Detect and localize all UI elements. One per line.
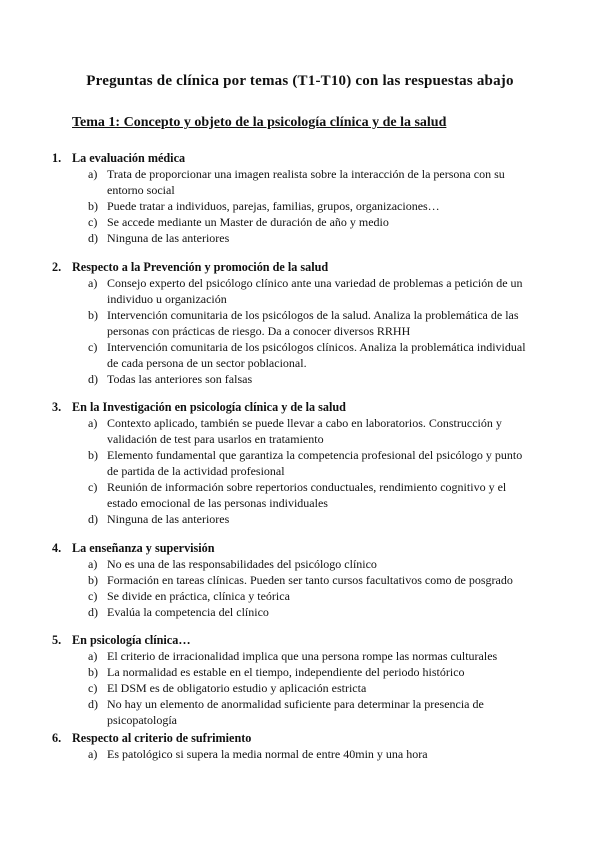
option-letter: a) [88,275,98,290]
topic-heading: Tema 1: Concepto y objeto de la psicología clínica y de la salud [72,115,447,130]
question-text: La enseñanza y supervisión [72,540,215,555]
question-4 [52,540,532,620]
option-item [88,746,532,762]
question-6 [52,730,532,762]
option-text: La normalidad es estable en el tiempo, independiente del periodo histórico [107,665,465,679]
option-text: Intervención comunitaria de los psicólogos clínicos. Analiza la problemática individual de cada persona de un sector poblacional. [107,339,526,370]
option-text: Se accede mediante un Master de duración de año y medio [107,215,389,229]
option-item [88,556,532,572]
option-letter: a) [88,649,98,663]
question-text: Respecto a la Prevención y promoción de la salud [72,259,329,274]
question-number: 5. [52,633,62,647]
question-text: En psicología clínica… [72,633,191,647]
option-text: Reunión de información sobre repertorios conductuales, rendimiento cognitivo y el estado emocional de las personas individuales [107,480,507,510]
option-letter: b) [88,665,98,679]
option-item [88,198,532,214]
option-item [88,572,532,588]
option-list [88,556,532,620]
option-item [88,648,532,664]
question-3 [52,399,532,527]
option-letter: d) [88,231,98,245]
option-letter: c) [88,588,98,603]
option-text: Se divide en práctica, clínica y teórica [107,588,290,603]
question-heading [52,259,532,275]
option-letter: d) [88,512,98,526]
option-item [88,479,532,511]
option-item [88,339,532,371]
question-2 [52,259,532,387]
question-text: En la Investigación en psicología clínica y de la salud [72,400,346,414]
option-text: Es patológico si supera la media normal de entre 40min y una hora [107,747,428,761]
question-number: 4. [52,540,62,555]
option-letter: d) [88,604,98,619]
option-item [88,275,532,307]
option-item [88,680,532,696]
option-letter: a) [88,167,98,181]
option-list [88,648,532,728]
question-list [52,150,532,775]
option-item [88,511,532,527]
option-text: Evalúa la competencia del clínico [107,604,269,619]
option-item [88,664,532,680]
option-letter: c) [88,681,98,695]
option-text: Trata de proporcionar una imagen realista sobre la interacción de la persona con su entorno social [107,167,505,197]
question-number: 1. [52,151,62,165]
option-text: Contexto aplicado, también se puede llevar a cabo en laboratorios. Construcción y validación de test para usarlos en tratamiento [107,416,502,446]
question-heading [52,399,532,415]
option-item [88,447,532,479]
option-letter: c) [88,480,98,494]
option-letter: a) [88,556,98,571]
option-list [88,415,532,527]
option-letter: b) [88,448,98,462]
option-text: Elemento fundamental que garantiza la competencia profesional del psicólogo y punto de partida de la actividad profesional [107,448,523,478]
option-letter: a) [88,747,98,761]
question-number: 2. [52,259,62,274]
option-text: Intervención comunitaria de los psicólogos de la salud. Analiza la problemática de las personas con prácticas de riesgo. Da a conocer diversos RRHH [107,307,519,338]
option-list [88,275,532,387]
option-letter: b) [88,199,98,213]
option-item [88,604,532,620]
option-item [88,415,532,447]
option-text: No hay un elemento de anormalidad suficiente para determinar la presencia de psicopatología [107,697,484,727]
option-letter: d) [88,697,98,711]
option-list [88,166,532,246]
question-heading [52,730,532,746]
option-text: El DSM es de obligatorio estudio y aplicación estricta [107,681,367,695]
option-letter: a) [88,416,98,430]
option-text: Ninguna de las anteriores [107,512,230,526]
question-heading [52,150,532,166]
option-text: No es una de las responsabilidades del psicólogo clínico [107,556,377,571]
option-text: Todas las anteriores son falsas [107,371,253,386]
question-heading [52,632,532,648]
document-title: Preguntas de clínica por temas (T1-T10) con las respuestas abajo [86,73,514,89]
option-item [88,230,532,246]
question-heading [52,540,532,556]
question-text: La evaluación médica [72,151,186,165]
option-item [88,307,532,339]
option-text: Puede tratar a individuos, parejas, familias, grupos, organizaciones… [107,199,440,213]
option-letter: b) [88,572,98,587]
option-letter: c) [88,339,98,354]
option-letter: b) [88,307,98,322]
option-text: Consejo experto del psicólogo clínico ante una variedad de problemas a petición de un individuo u organización [107,275,523,306]
option-text: Formación en tareas clínicas. Pueden ser tanto cursos facultativos como de posgrado [107,572,513,587]
option-item [88,588,532,604]
option-letter: d) [88,371,98,386]
option-text: Ninguna de las anteriores [107,231,230,245]
option-item [88,371,532,387]
option-text: El criterio de irracionalidad implica que una persona rompe las normas culturales [107,649,498,663]
option-letter: c) [88,215,98,229]
question-text: Respecto al criterio de sufrimiento [72,731,252,745]
question-number: 3. [52,400,62,414]
option-item [88,696,532,728]
option-item [88,166,532,198]
question-number: 6. [52,731,62,745]
question-5 [52,632,532,728]
option-list [88,746,532,762]
option-item [88,214,532,230]
question-1 [52,150,532,246]
